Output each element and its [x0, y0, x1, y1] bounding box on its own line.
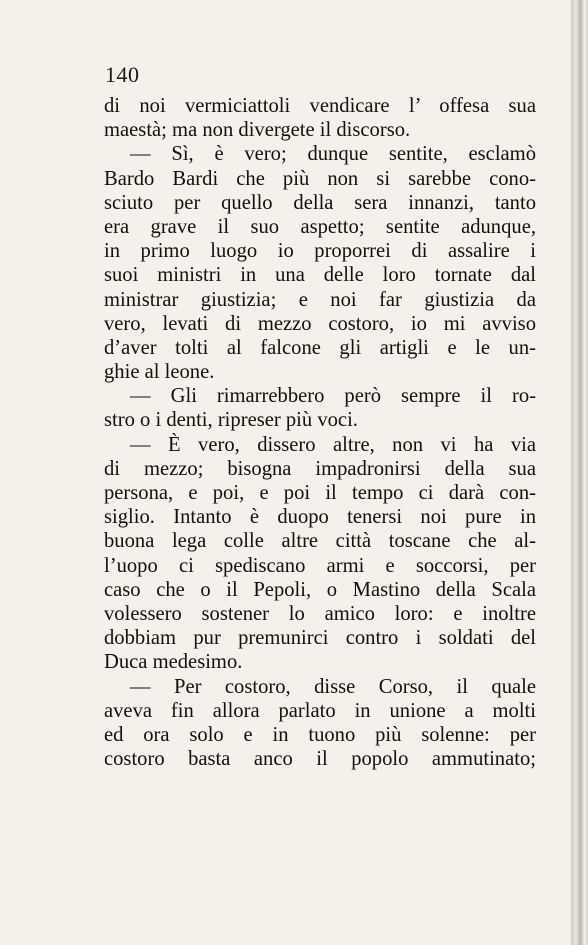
text-line: ghie al leone.	[104, 361, 215, 384]
text-line: siglio. Intanto è duopo tenersi noi pure in	[104, 506, 536, 529]
text-line: — Sì, è vero; dunque sentite, esclamò	[130, 143, 536, 166]
text-line: aveva fin allora parlato in unione a molti	[104, 699, 536, 722]
text-line: vero, levati di mezzo costoro, io mi avviso	[104, 312, 536, 335]
text-line: era grave il suo aspetto; sentite adunque,	[104, 215, 536, 238]
text-line: volessero sostener lo amico loro: e inoltre	[104, 602, 536, 625]
text-line: costoro basta anco il popolo ammutinato;	[104, 748, 536, 771]
text-line: — È vero, dissero altre, non vi ha via	[130, 433, 536, 456]
text-line: sciuto per quello della sera innanzi, tanto	[104, 191, 536, 214]
text-line: in primo luogo io proporrei di assalire i	[104, 240, 536, 263]
page-edge	[571, 0, 588, 945]
text-line: — Gli rimarrebbero però sempre il ro-	[130, 385, 536, 408]
text-line: — Per costoro, disse Corso, il quale	[130, 675, 536, 698]
text-line: ed ora solo e in tuono più solenne: per	[104, 723, 536, 746]
text-line: maestà; ma non divergete il discorso.	[104, 119, 411, 142]
text-line: l’uopo ci spediscano armi e soccorsi, per	[104, 554, 536, 577]
text-line: di mezzo; bisogna impadronirsi della sua	[104, 457, 536, 480]
text-line: buona lega colle altre città toscane che al-	[104, 530, 536, 553]
text-line: persona, e poi, e poi il tempo ci darà con-	[104, 482, 536, 504]
text-line: ministrar giustizia; e noi far giustizia da	[104, 288, 536, 311]
text-line: caso che o il Pepoli, o Mastino della Scala	[104, 578, 536, 601]
body-text	[104, 94, 536, 771]
text-line: dobbiam pur premunirci contro i soldati del	[104, 627, 536, 650]
text-line: suoi ministri in una delle loro tornate dal	[104, 264, 536, 287]
text-line: di noi vermiciattoli vendicare l’ offesa sua	[104, 95, 536, 117]
text-line: stro o i denti, ripreser più voci.	[104, 409, 358, 432]
page-number: 140	[105, 62, 140, 87]
text-line: Duca medesimo.	[104, 651, 243, 674]
text-line: d’aver tolti al falcone gli artigli e le un-	[104, 336, 536, 359]
text-line: Bardo Bardi che più non si sarebbe cono-	[104, 167, 536, 190]
